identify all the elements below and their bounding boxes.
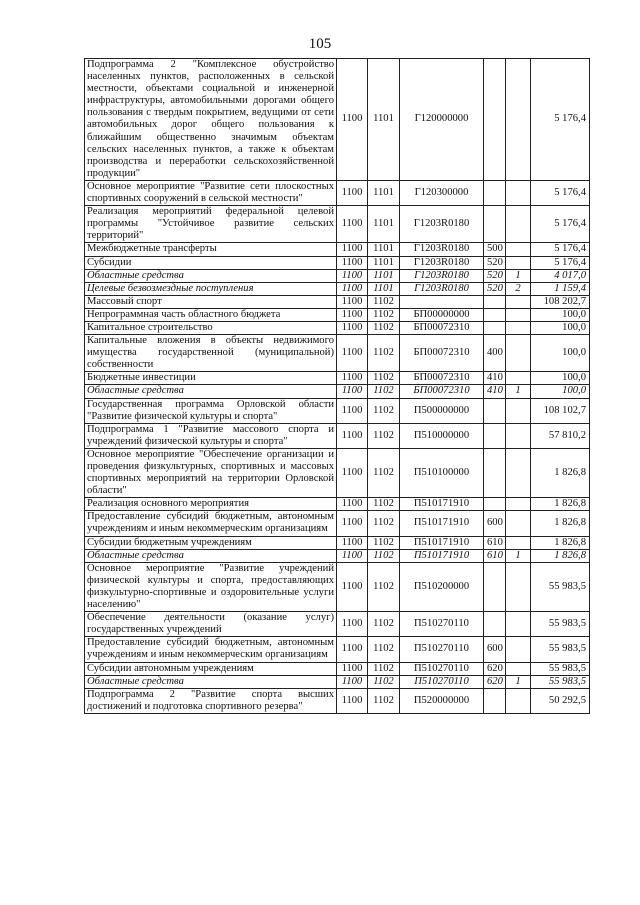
cell-expense-type: 600 — [484, 511, 506, 536]
cell-subsection: 1102 — [368, 423, 400, 448]
cell-funding-source — [506, 423, 531, 448]
cell-section: 1100 — [337, 662, 368, 675]
cell-target-article: П510171910 — [400, 498, 484, 511]
table-row — [85, 675, 590, 688]
cell-name: Реализация мероприятий федеральной целевой программы "Устойчивое развитие сельских территорий" — [85, 206, 337, 243]
cell-funding-source: 2 — [506, 282, 531, 295]
cell-funding-source — [506, 536, 531, 549]
table-row — [85, 688, 590, 713]
cell-amount: 57 810,2 — [531, 423, 590, 448]
cell-amount: 100,0 — [531, 385, 590, 398]
cell-funding-source — [506, 59, 531, 181]
cell-name: Субсидии бюджетным учреждениям — [85, 536, 337, 549]
cell-subsection: 1102 — [368, 688, 400, 713]
cell-section: 1100 — [337, 612, 368, 637]
cell-name: Подпрограмма 2 "Развитие спорта высших достижений и подготовка спортивного резерва" — [85, 688, 337, 713]
table-row — [85, 398, 590, 423]
cell-amount: 100,0 — [531, 308, 590, 321]
cell-expense-type: 500 — [484, 243, 506, 256]
table-row — [85, 308, 590, 321]
table-row — [85, 256, 590, 269]
table-row — [85, 448, 590, 497]
cell-amount: 5 176,4 — [531, 206, 590, 243]
cell-target-article: П510171910 — [400, 511, 484, 536]
cell-funding-source — [506, 256, 531, 269]
cell-subsection: 1101 — [368, 269, 400, 282]
cell-funding-source — [506, 321, 531, 334]
cell-name: Целевые безвозмездные поступления — [85, 282, 337, 295]
cell-subsection: 1102 — [368, 562, 400, 611]
cell-subsection: 1101 — [368, 180, 400, 205]
cell-funding-source — [506, 372, 531, 385]
cell-name: Областные средства — [85, 675, 337, 688]
table-row — [85, 180, 590, 205]
cell-section: 1100 — [337, 295, 368, 308]
cell-expense-type — [484, 59, 506, 181]
cell-amount: 55 983,5 — [531, 637, 590, 662]
cell-funding-source — [506, 688, 531, 713]
cell-subsection: 1101 — [368, 282, 400, 295]
cell-expense-type: 520 — [484, 269, 506, 282]
cell-name: Межбюджетные трансферты — [85, 243, 337, 256]
cell-section: 1100 — [337, 562, 368, 611]
cell-name: Обеспечение деятельности (оказание услуг) государственных учреждений — [85, 612, 337, 637]
cell-section: 1100 — [337, 511, 368, 536]
cell-subsection: 1102 — [368, 308, 400, 321]
table-row — [85, 511, 590, 536]
cell-target-article: П510270110 — [400, 612, 484, 637]
cell-section: 1100 — [337, 321, 368, 334]
cell-name: Предоставление субсидий бюджетным, автономным учреждениям и иным некоммерческим организациям — [85, 511, 337, 536]
table-row — [85, 269, 590, 282]
cell-target-article: Г120300000 — [400, 180, 484, 205]
cell-target-article: БП00072310 — [400, 335, 484, 372]
cell-amount: 1 826,8 — [531, 511, 590, 536]
cell-amount: 5 176,4 — [531, 243, 590, 256]
cell-expense-type: 400 — [484, 335, 506, 372]
cell-amount: 100,0 — [531, 321, 590, 334]
cell-name: Областные средства — [85, 549, 337, 562]
cell-name: Бюджетные инвестиции — [85, 372, 337, 385]
cell-section: 1100 — [337, 180, 368, 205]
cell-subsection: 1101 — [368, 256, 400, 269]
cell-target-article: БП00072310 — [400, 385, 484, 398]
cell-expense-type: 620 — [484, 675, 506, 688]
cell-amount: 50 292,5 — [531, 688, 590, 713]
cell-section: 1100 — [337, 256, 368, 269]
cell-amount: 55 983,5 — [531, 662, 590, 675]
budget-table — [84, 58, 590, 714]
cell-name: Подпрограмма 2 "Комплексное обустройство населенных пунктов, расположенных в сельской местности, объектами социальной и инженерной инфраструктуры, автомобильными дорогами общего пользования с твердым покрытием, ведущими от сети автомобильных дорог общего пользования к ближайшим общественно значимым объектам сельских населенных пунктов, а также к объектам производства и переработки сельскохозяйственной продукции" — [85, 59, 337, 181]
cell-funding-source — [506, 511, 531, 536]
cell-name: Подпрограмма 1 "Развитие массового спорта и учреждений физической культуры и спорта" — [85, 423, 337, 448]
cell-section: 1100 — [337, 675, 368, 688]
cell-expense-type — [484, 498, 506, 511]
cell-amount: 4 017,0 — [531, 269, 590, 282]
cell-section: 1100 — [337, 637, 368, 662]
cell-name: Капитальное строительство — [85, 321, 337, 334]
cell-expense-type: 520 — [484, 256, 506, 269]
cell-subsection: 1102 — [368, 448, 400, 497]
cell-funding-source — [506, 180, 531, 205]
cell-target-article: П510200000 — [400, 562, 484, 611]
cell-funding-source — [506, 637, 531, 662]
cell-target-article: Г120000000 — [400, 59, 484, 181]
table-row — [85, 498, 590, 511]
cell-name: Основное мероприятие "Развитие сети плоскостных спортивных сооружений в сельской местности" — [85, 180, 337, 205]
cell-expense-type — [484, 612, 506, 637]
cell-subsection: 1102 — [368, 549, 400, 562]
cell-funding-source — [506, 612, 531, 637]
cell-target-article: П510000000 — [400, 423, 484, 448]
cell-expense-type — [484, 308, 506, 321]
table-row — [85, 637, 590, 662]
cell-section: 1100 — [337, 335, 368, 372]
cell-target-article: Г1203R0180 — [400, 282, 484, 295]
cell-target-article: Г1203R0180 — [400, 206, 484, 243]
cell-name: Непрограммная часть областного бюджета — [85, 308, 337, 321]
cell-amount: 5 176,4 — [531, 180, 590, 205]
cell-expense-type: 620 — [484, 662, 506, 675]
cell-subsection: 1102 — [368, 295, 400, 308]
table-row — [85, 562, 590, 611]
cell-amount: 1 826,8 — [531, 536, 590, 549]
cell-subsection: 1102 — [368, 536, 400, 549]
cell-target-article: П510100000 — [400, 448, 484, 497]
cell-target-article — [400, 295, 484, 308]
cell-section: 1100 — [337, 448, 368, 497]
cell-subsection: 1102 — [368, 612, 400, 637]
cell-subsection: 1101 — [368, 206, 400, 243]
cell-section: 1100 — [337, 398, 368, 423]
cell-target-article: П510171910 — [400, 549, 484, 562]
cell-amount: 1 826,8 — [531, 448, 590, 497]
cell-expense-type — [484, 295, 506, 308]
cell-funding-source — [506, 562, 531, 611]
cell-expense-type — [484, 688, 506, 713]
table-row — [85, 372, 590, 385]
cell-section: 1100 — [337, 282, 368, 295]
table-row — [85, 662, 590, 675]
cell-section: 1100 — [337, 243, 368, 256]
table-row — [85, 335, 590, 372]
cell-section: 1100 — [337, 206, 368, 243]
cell-funding-source: 1 — [506, 269, 531, 282]
cell-expense-type — [484, 423, 506, 448]
cell-name: Предоставление субсидий бюджетным, автономным учреждениям и иным некоммерческим организациям — [85, 637, 337, 662]
cell-expense-type: 610 — [484, 549, 506, 562]
cell-expense-type — [484, 398, 506, 423]
cell-section: 1100 — [337, 498, 368, 511]
cell-name: Субсидии — [85, 256, 337, 269]
cell-expense-type — [484, 180, 506, 205]
cell-funding-source — [506, 398, 531, 423]
cell-funding-source — [506, 662, 531, 675]
cell-amount: 108 102,7 — [531, 398, 590, 423]
cell-funding-source — [506, 206, 531, 243]
cell-subsection: 1102 — [368, 511, 400, 536]
cell-funding-source — [506, 448, 531, 497]
cell-target-article: БП00072310 — [400, 321, 484, 334]
cell-amount: 108 202,7 — [531, 295, 590, 308]
table-row — [85, 385, 590, 398]
cell-target-article: Г1203R0180 — [400, 269, 484, 282]
cell-subsection: 1102 — [368, 398, 400, 423]
cell-section: 1100 — [337, 372, 368, 385]
cell-subsection: 1102 — [368, 385, 400, 398]
cell-expense-type: 600 — [484, 637, 506, 662]
table-row — [85, 295, 590, 308]
cell-section: 1100 — [337, 308, 368, 321]
cell-amount: 1 159,4 — [531, 282, 590, 295]
cell-funding-source — [506, 295, 531, 308]
cell-target-article: БП00072310 — [400, 372, 484, 385]
cell-subsection: 1102 — [368, 637, 400, 662]
cell-target-article: П510270110 — [400, 675, 484, 688]
cell-subsection: 1101 — [368, 243, 400, 256]
cell-section: 1100 — [337, 536, 368, 549]
cell-section: 1100 — [337, 269, 368, 282]
cell-name: Реализация основного мероприятия — [85, 498, 337, 511]
table-row — [85, 423, 590, 448]
cell-section: 1100 — [337, 385, 368, 398]
cell-subsection: 1102 — [368, 321, 400, 334]
table-row — [85, 612, 590, 637]
cell-expense-type: 410 — [484, 385, 506, 398]
cell-target-article: БП00000000 — [400, 308, 484, 321]
cell-funding-source — [506, 335, 531, 372]
cell-subsection: 1101 — [368, 59, 400, 181]
cell-target-article: П510270110 — [400, 662, 484, 675]
cell-funding-source: 1 — [506, 385, 531, 398]
cell-amount: 1 826,8 — [531, 549, 590, 562]
cell-expense-type: 610 — [484, 536, 506, 549]
cell-amount: 55 983,5 — [531, 675, 590, 688]
cell-funding-source — [506, 308, 531, 321]
table-row — [85, 243, 590, 256]
cell-section: 1100 — [337, 688, 368, 713]
cell-target-article: П500000000 — [400, 398, 484, 423]
table-row — [85, 59, 590, 181]
cell-expense-type — [484, 206, 506, 243]
cell-name: Областные средства — [85, 269, 337, 282]
cell-target-article: П520000000 — [400, 688, 484, 713]
cell-name: Субсидии автономным учреждениям — [85, 662, 337, 675]
cell-amount: 100,0 — [531, 372, 590, 385]
cell-section: 1100 — [337, 59, 368, 181]
table-row — [85, 321, 590, 334]
cell-funding-source: 1 — [506, 675, 531, 688]
cell-subsection: 1102 — [368, 498, 400, 511]
cell-name: Государственная программа Орловской области "Развитие физической культуры и спорта" — [85, 398, 337, 423]
cell-name: Основное мероприятие "Обеспечение организации и проведения физкультурных, спортивных и массовых спортивных мероприятий на территории Орловской области" — [85, 448, 337, 497]
cell-amount: 1 826,8 — [531, 498, 590, 511]
cell-expense-type: 520 — [484, 282, 506, 295]
cell-amount: 55 983,5 — [531, 562, 590, 611]
cell-name: Массовый спорт — [85, 295, 337, 308]
cell-amount: 100,0 — [531, 335, 590, 372]
cell-target-article: П510171910 — [400, 536, 484, 549]
cell-funding-source: 1 — [506, 549, 531, 562]
cell-target-article: Г1203R0180 — [400, 256, 484, 269]
cell-section: 1100 — [337, 549, 368, 562]
cell-funding-source — [506, 243, 531, 256]
cell-section: 1100 — [337, 423, 368, 448]
cell-expense-type — [484, 321, 506, 334]
cell-expense-type: 410 — [484, 372, 506, 385]
cell-target-article: П510270110 — [400, 637, 484, 662]
cell-subsection: 1102 — [368, 662, 400, 675]
cell-name: Основное мероприятие "Развитие учреждений физической культуры и спорта, предоставляющих физкультурно-спортивные и оздоровительные услуги населению" — [85, 562, 337, 611]
page-number: 105 — [308, 36, 332, 52]
cell-name: Капитальные вложения в объекты недвижимого имущества государственной (муниципальной) собственности — [85, 335, 337, 372]
cell-name: Областные средства — [85, 385, 337, 398]
cell-funding-source — [506, 498, 531, 511]
table-row — [85, 549, 590, 562]
cell-subsection: 1102 — [368, 372, 400, 385]
cell-subsection: 1102 — [368, 335, 400, 372]
cell-amount: 55 983,5 — [531, 612, 590, 637]
cell-amount: 5 176,4 — [531, 256, 590, 269]
cell-expense-type — [484, 448, 506, 497]
table-row — [85, 536, 590, 549]
cell-subsection: 1102 — [368, 675, 400, 688]
cell-target-article: Г1203R0180 — [400, 243, 484, 256]
table-row — [85, 206, 590, 243]
cell-expense-type — [484, 562, 506, 611]
cell-amount: 5 176,4 — [531, 59, 590, 181]
table-row — [85, 282, 590, 295]
